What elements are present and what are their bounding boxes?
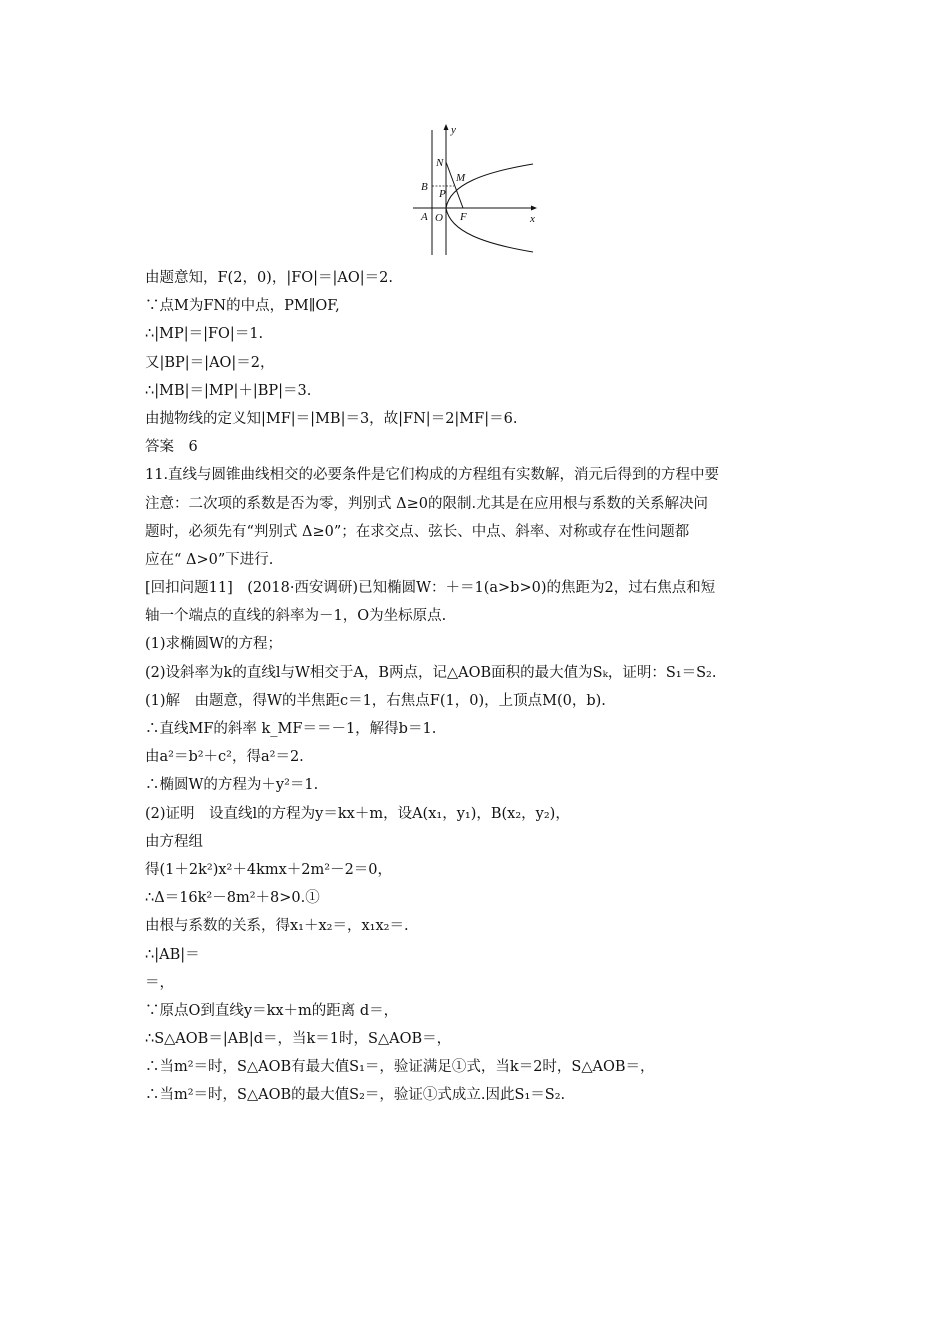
answer-line: 答案 6 (145, 439, 198, 456)
x-axis-arrow (531, 206, 537, 211)
text-line: 由方程组 (145, 833, 203, 850)
text-line: ∴Δ＝16k²－8m²＋8>0.① (145, 890, 320, 907)
text-line: 题时，必须先有“判别式 Δ≥0”；在求交点、弦长、中点、斜率、对称或存在性问题都 (145, 523, 690, 540)
label-y: y (451, 124, 456, 136)
text-line: ＝， (145, 974, 174, 991)
text-line: 由题意知，F(2，0)，|FO|＝|AO|＝2. (145, 270, 394, 286)
text-line: 由根与系数的关系，得x₁＋x₂＝，x₁x₂＝. (145, 918, 409, 935)
text-line: 注意：二次项的系数是否为零，判别式 Δ≥0的限制.尤其是在应用根与系数的关系解决问 (145, 495, 709, 512)
text-line: (1)解 由题意，得W的半焦距c＝1，右焦点F(1，0)，上顶点M(0，b). (145, 692, 606, 709)
text-line: 由抛物线的定义知|MF|＝|MB|＝3，故|FN|＝2|MF|＝6. (145, 410, 518, 427)
solution-text (145, 264, 815, 1110)
question-line: (1)求椭圆W的方程； (145, 636, 282, 653)
text-line: ∴|AB|＝ (145, 946, 200, 963)
question-line: [回扣问题11] (2018·西安调研)已知椭圆W：＋＝1(a>b>0)的焦距为2，过右焦点和短 (145, 580, 716, 597)
y-axis-arrow (444, 124, 449, 130)
text-line: ∴直线MF的斜率 k_MF＝＝－1，解得b＝1. (145, 721, 437, 737)
label-o: O (435, 212, 443, 224)
label-a: A (421, 211, 428, 223)
text-line: 11.直线与圆锥曲线相交的必要条件是它们构成的方程组有实数解，消元后得到的方程中要 (145, 467, 720, 484)
text-line: ∴椭圆W的方程为＋y²＝1. (145, 777, 319, 794)
text-line: ∴当m²＝时，S△AOB有最大值S₁＝，验证满足①式，当k＝2时，S△AOB＝， (145, 1059, 655, 1076)
text-line: ∴|MB|＝|MP|＋|BP|＝3. (145, 382, 312, 399)
text-line: ∴当m²＝时，S△AOB的最大值S₂＝，验证①式成立.因此S₁＝S₂. (145, 1087, 566, 1104)
question-line: 轴一个端点的直线的斜率为－1，O为坐标原点. (145, 608, 447, 625)
text-line: 由a²＝b²＋c²，得a²＝2. (145, 749, 304, 766)
text-line: ∴|MP|＝|FO|＝1. (145, 326, 264, 343)
question-line: (2)设斜率为k的直线l与W相交于A，B两点，记△AOB面积的最大值为Sₖ，证明：S₁＝S₂. (145, 664, 717, 681)
label-m: M (456, 172, 466, 184)
label-b: B (421, 181, 428, 193)
parabola-figure (405, 122, 545, 257)
label-x: x (530, 213, 535, 225)
text-line: ∴S△AOB＝|AB|d＝，当k＝1时，S△AOB＝， (145, 1031, 452, 1048)
label-p: P (439, 188, 446, 200)
text-line: (2)证明 设直线l的方程为y＝kx＋m，设A(x₁，y₁)，B(x₂，y₂)， (145, 805, 570, 822)
text-line: 得(1＋2k²)x²＋4kmx＋2m²－2＝0， (145, 861, 393, 878)
text-line: ∵点M为FN的中点，PM∥OF, (145, 298, 340, 315)
label-f: F (460, 211, 467, 223)
text-line: ∵原点O到直线y＝kx＋m的距离 d＝， (145, 1002, 399, 1019)
label-n: N (436, 157, 444, 169)
text-line: 又|BP|＝|AO|＝2， (145, 354, 275, 371)
text-line: 应在“ Δ>0”下进行. (145, 551, 274, 568)
